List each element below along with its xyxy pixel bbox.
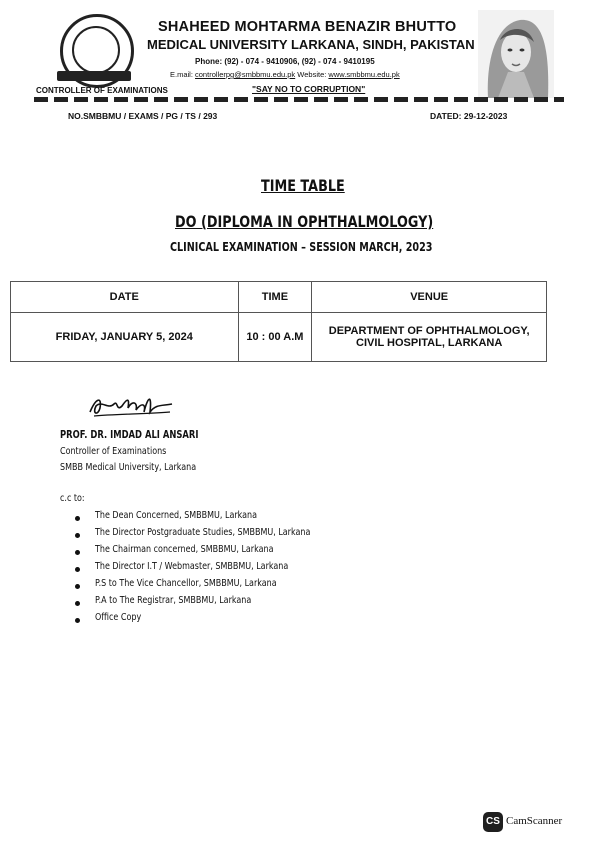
portrait-photo — [478, 10, 554, 98]
venue-line1: DEPARTMENT OF OPHTHALMOLOGY, — [328, 325, 530, 337]
exam-venue — [312, 313, 547, 362]
signatory-name: PROF. DR. IMDAD ALI ANSARI — [60, 429, 199, 441]
program-title: DO (DIPLOMA IN OPHTHALMOLOGY) — [175, 212, 434, 231]
bullet-icon — [75, 550, 80, 555]
bullet-icon — [75, 618, 80, 623]
office-name: CONTROLLER OF EXAMINATIONS — [36, 86, 168, 95]
website-link[interactable]: www.smbbmu.edu.pk — [328, 70, 400, 79]
timetable — [10, 281, 547, 362]
column-header-time: TIME — [238, 282, 312, 313]
table-header-row — [11, 282, 547, 313]
header-divider — [34, 97, 564, 102]
page-title: TIME TABLE — [261, 176, 345, 195]
university-name-line1: SHAHEED MOHTARMA BENAZIR BHUTTO — [158, 19, 457, 35]
exam-date: FRIDAY, JANUARY 5, 2024 — [11, 313, 239, 362]
camscanner-logo-icon: CS — [483, 812, 503, 832]
website-label: Website: — [297, 70, 327, 79]
document-date: DATED: 29-12-2023 — [430, 111, 508, 121]
camscanner-label: CamScanner — [506, 815, 563, 827]
reference-number: NO.SMBBMU / EXAMS / PG / TS / 293 — [68, 111, 218, 121]
email-link[interactable]: controllerpg@smbbmu.edu.pk — [195, 70, 296, 79]
bullet-icon — [75, 601, 80, 606]
bullet-icon — [75, 567, 80, 572]
exam-time: 10 : 00 A.M — [238, 313, 312, 362]
university-name-line2: MEDICAL UNIVERSITY LARKANA, SINDH, PAKISTAN — [147, 37, 475, 52]
column-header-venue: VENUE — [312, 282, 547, 313]
cc-label: c.c to: — [60, 493, 85, 504]
session-title: CLINICAL EXAMINATION – SESSION MARCH, 2023 — [170, 240, 433, 254]
table-row — [11, 313, 547, 362]
phone-numbers: Phone: (92) - 074 - 9410906, (92) - 074 - 9410195 — [195, 57, 375, 66]
university-logo — [60, 14, 134, 88]
venue-line2: CIVIL HOSPITAL, LARKANA — [356, 337, 503, 349]
bullet-icon — [75, 533, 80, 538]
email-label: E.mail: — [170, 70, 193, 79]
slogan: "SAY NO TO CORRUPTION" — [252, 84, 366, 94]
bullet-icon — [75, 516, 80, 521]
handwritten-signature — [86, 390, 176, 420]
contact-line — [170, 70, 400, 79]
signatory-title: Controller of Examinations — [60, 446, 167, 457]
column-header-date: DATE — [11, 282, 239, 313]
signatory-institution: SMBB Medical University, Larkana — [60, 462, 197, 473]
bullet-icon — [75, 584, 80, 589]
